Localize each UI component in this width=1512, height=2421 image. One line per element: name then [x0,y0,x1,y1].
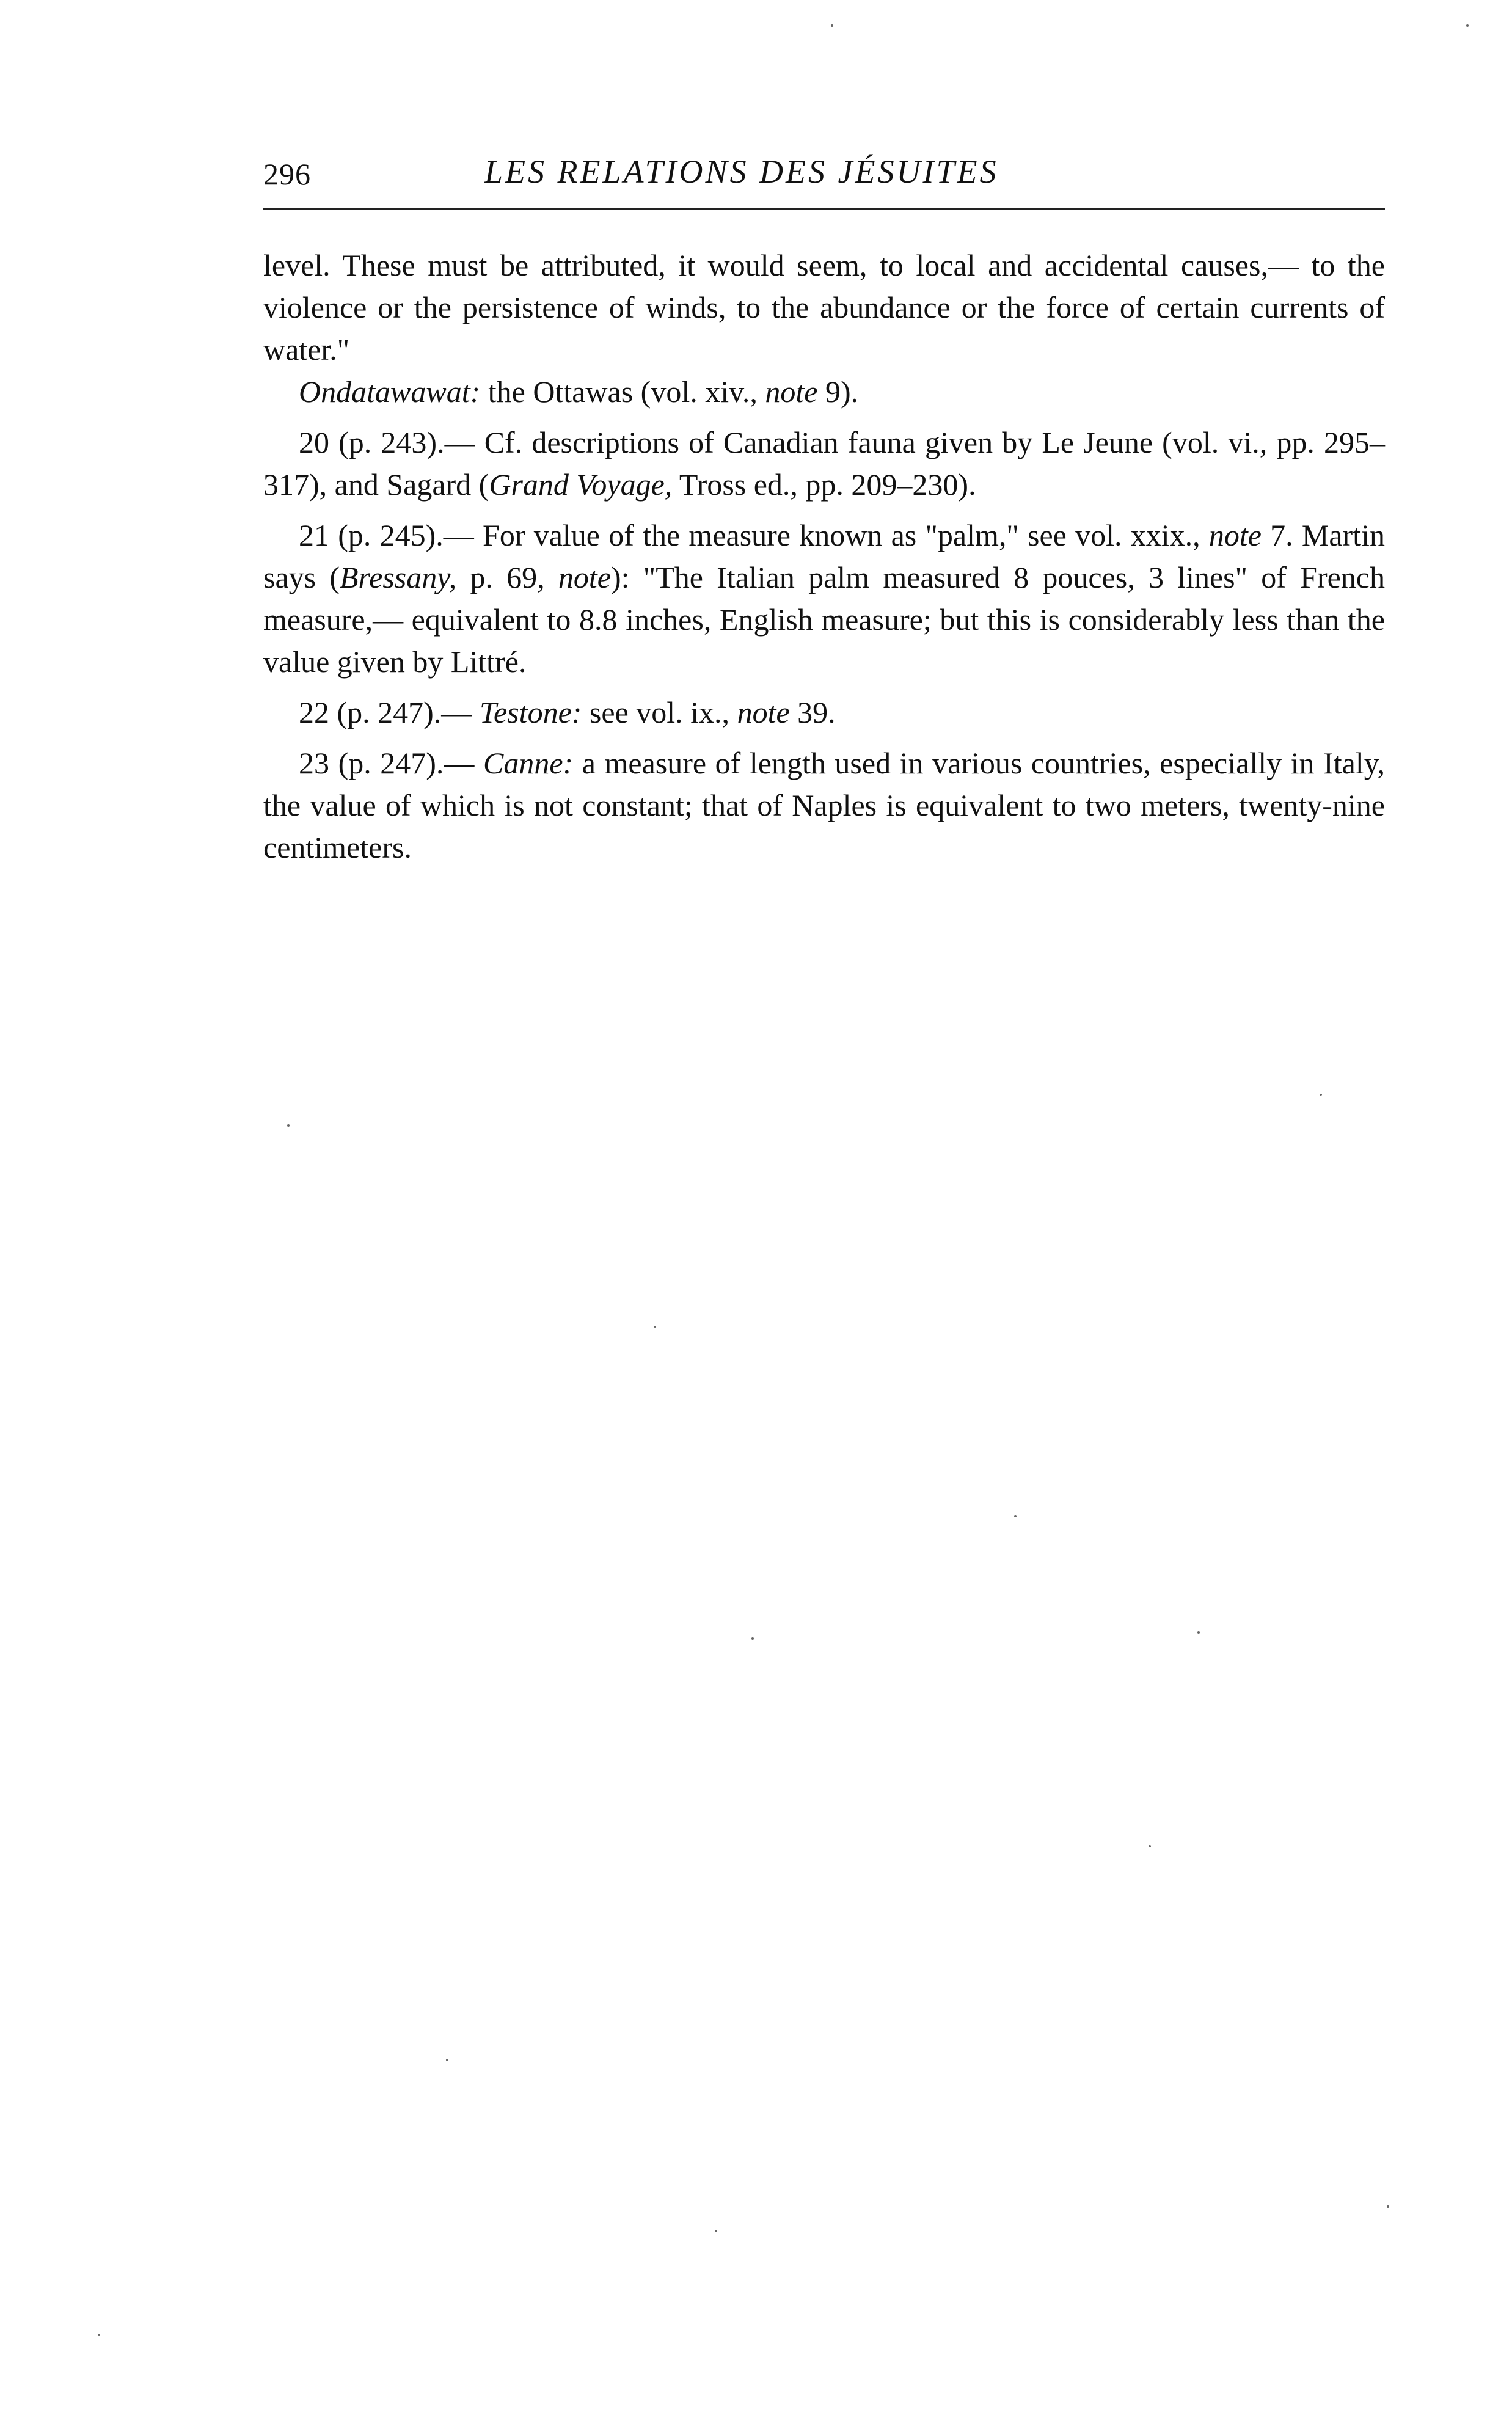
note-text: 23 (p. 247).— [299,746,483,780]
scan-speck [98,2334,100,2336]
scan-speck [1387,2205,1389,2208]
note-21 [263,514,1385,683]
note-ref: note [1208,518,1262,552]
note-text: 21 (p. 245).— For value of the measure known as "palm," see vol. xxix., [299,518,1209,552]
scan-speck [1466,24,1469,27]
page-header [263,153,1385,202]
note-ondatawawat [263,371,1385,413]
note-ref: note [765,374,818,409]
note-22 [263,692,1385,734]
book-title: Bressany, [340,560,457,594]
scan-speck [1014,1515,1017,1517]
scan-speck [831,24,833,27]
scan-speck [715,2230,717,2232]
note-ref: note [558,560,611,594]
scan-speck [1149,1845,1151,1847]
note-text: see vol. ix., [582,695,737,729]
scan-speck [1320,1094,1322,1096]
note-text: 22 (p. 247).— [299,695,480,729]
running-title: LES RELATIONS DES JÉSUITES [484,153,999,190]
book-title: Grand Voyage, [489,467,673,502]
scan-speck [1197,1631,1200,1634]
note-text: 20 (p. 243).— Cf. descriptions of Canadian fauna given by Le Jeune (vol. vi., pp. 295–317), and Sagard ( [263,425,1385,502]
notes-body [263,244,1385,869]
note-text: 9). [817,374,859,409]
note-text: the Ottawas (vol. xiv., [480,374,765,409]
page-number: 296 [263,157,311,191]
note-20 [263,422,1385,506]
scan-speck [446,2059,448,2061]
note-ref: note [737,695,790,729]
note-text: 39. [789,695,836,729]
note-text: ): "The Italian palm measured 8 pouces, 3 lines" of French measure,— equivalent to 8.8 inches, English measure; but this is considerably less than the value given by Littré. [263,560,1385,679]
note-continuation: level. These must be attributed, it would seem, to local and accidental causes,— to the violence or the persistence of winds, to the abundance or the force of certain currents of water." [263,248,1385,367]
note-term: Ondatawawat: [299,374,481,409]
note-term: Testone: [479,695,582,729]
note-23 [263,742,1385,869]
scan-speck [654,1326,656,1328]
note-text: p. 69, [456,560,558,594]
scan-speck [751,1637,754,1640]
note-text: Tross ed., pp. 209–230). [672,467,976,502]
note-text: a measure of length used in various countries, especially in Italy, the value of which is not constant; that of Naples is equivalent to two meters, twenty-nine centimeters. [263,746,1385,864]
header-rule [263,208,1385,210]
note-text: 7. Martin says ( [263,518,1385,594]
scan-speck [287,1124,290,1127]
note-term: Canne: [483,746,574,780]
